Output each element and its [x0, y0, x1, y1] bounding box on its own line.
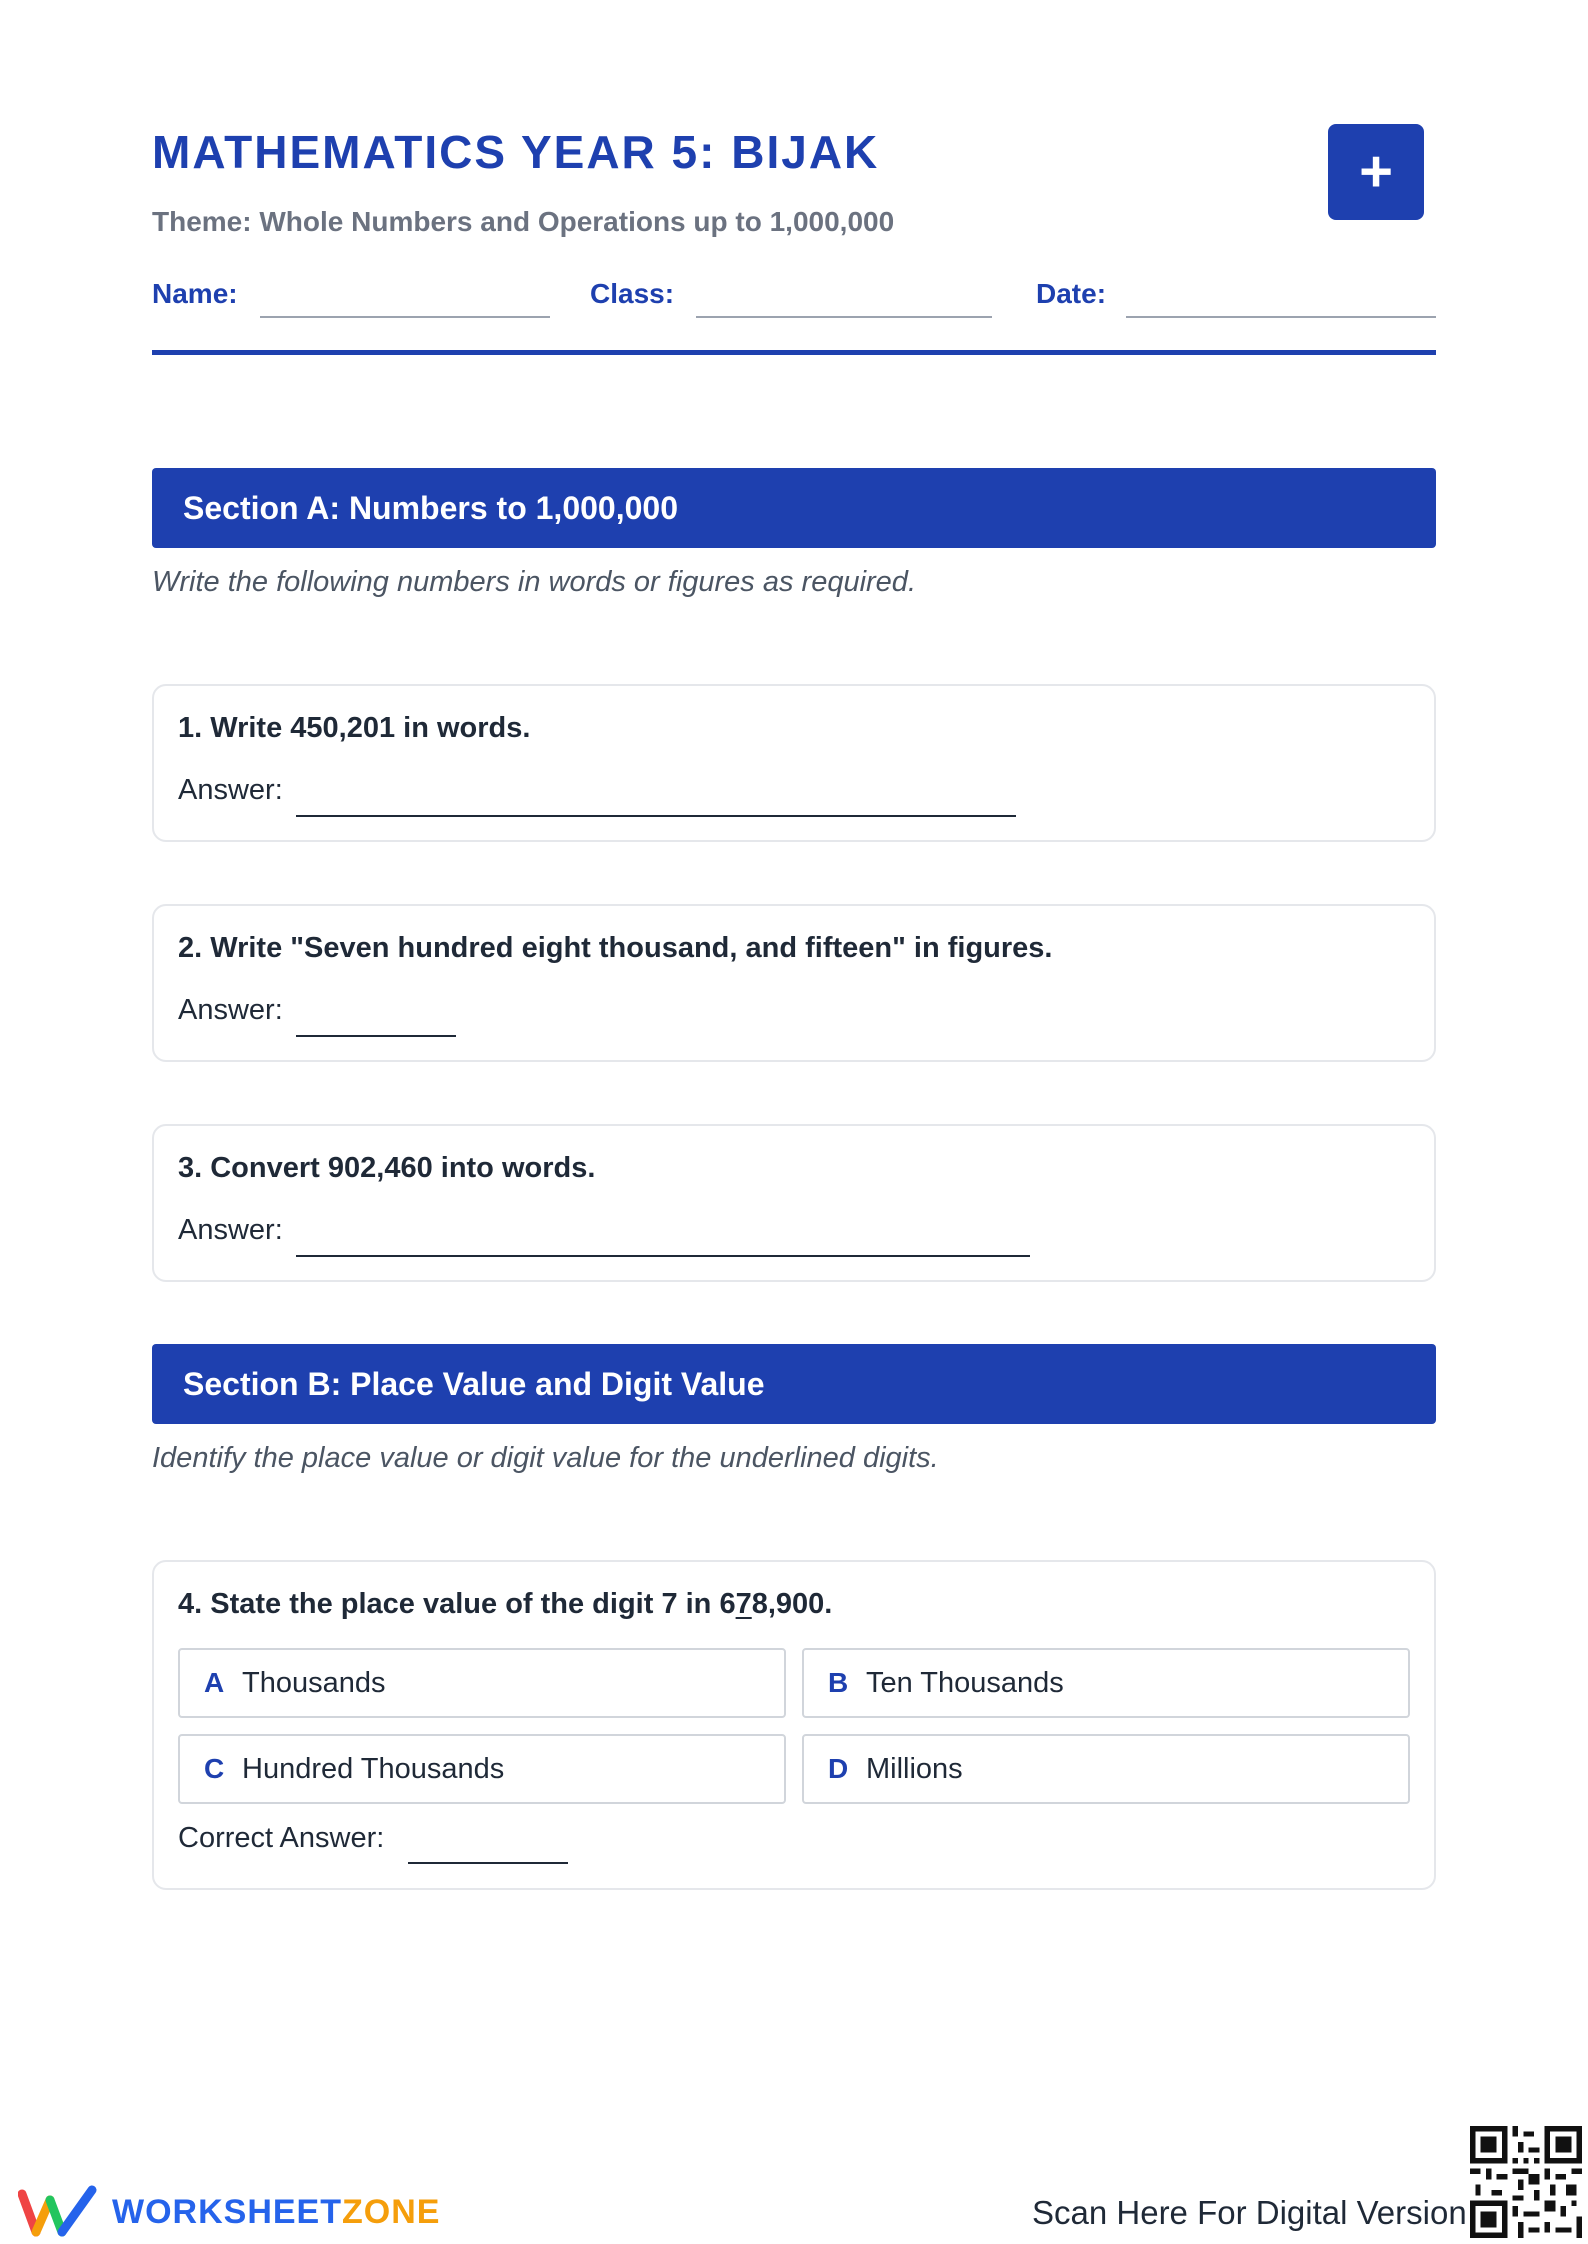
page-subtitle: Theme: Whole Numbers and Operations up to 1,000,000 — [152, 206, 895, 237]
answer-label: Answer: — [178, 994, 283, 1026]
question-text: 1. Write 450,201 in words. — [178, 712, 531, 744]
class-field[interactable] — [696, 316, 992, 318]
question-card-3 — [152, 1124, 1436, 1282]
page-title: MATHEMATICS YEAR 5: BIJAK — [152, 126, 880, 178]
question-text — [178, 1588, 832, 1621]
brand-name — [112, 2193, 440, 2232]
section-b-header: Section B: Place Value and Digit Value — [152, 1344, 1436, 1424]
option-letter: D — [828, 1753, 849, 1784]
question-text: 3. Convert 902,460 into words. — [178, 1152, 596, 1184]
option-b[interactable] — [802, 1648, 1410, 1718]
add-button[interactable] — [1328, 124, 1424, 220]
question-text-after: 8,900. — [751, 1588, 833, 1620]
answer-line[interactable] — [296, 815, 1016, 817]
date-field[interactable] — [1126, 316, 1436, 318]
scan-instruction: Scan Here For Digital Version — [1032, 2194, 1467, 2231]
worksheetzone-logo[interactable] — [18, 2184, 440, 2240]
answer-label: Answer: — [178, 1214, 283, 1246]
option-letter: B — [828, 1667, 849, 1698]
name-field[interactable] — [260, 316, 550, 318]
section-b-instruction: Identify the place value or digit value for the underlined digits. — [152, 1442, 939, 1474]
section-a-header: Section A: Numbers to 1,000,000 — [152, 468, 1436, 548]
correct-answer-label: Correct Answer: — [178, 1822, 385, 1854]
option-d[interactable] — [802, 1734, 1410, 1804]
brand-name-part2: ZONE — [342, 2192, 441, 2231]
worksheet-header — [152, 120, 1436, 238]
date-label: Date: — [1036, 278, 1107, 309]
section-a-instruction: Write the following numbers in words or figures as required. — [152, 566, 916, 598]
option-c[interactable] — [178, 1734, 786, 1804]
question-card-1 — [152, 684, 1436, 842]
answer-line[interactable] — [296, 1035, 456, 1037]
option-text: Hundred Thousands — [242, 1752, 505, 1785]
question-card-2 — [152, 904, 1436, 1062]
option-letter: A — [204, 1667, 225, 1698]
answer-label: Answer: — [178, 774, 283, 806]
option-letter: C — [204, 1753, 225, 1784]
name-label: Name: — [152, 278, 238, 309]
class-label: Class: — [590, 278, 675, 309]
student-info-fields — [152, 272, 1436, 320]
question-card-4 — [152, 1560, 1436, 1890]
question-text-before: 4. State the place value of the digit 7 in 6 — [178, 1588, 736, 1620]
underlined-digit: 7 — [735, 1588, 752, 1620]
question-text: 2. Write "Seven hundred eight thousand, and fifteen" in figures. — [178, 932, 1053, 964]
option-text: Thousands — [242, 1666, 386, 1699]
header-divider — [152, 350, 1436, 355]
option-text: Millions — [866, 1752, 963, 1785]
answer-line[interactable] — [296, 1255, 1030, 1257]
logo-w-icon — [18, 2184, 98, 2240]
option-a[interactable] — [178, 1648, 786, 1718]
qr-code-icon[interactable] — [1470, 2126, 1582, 2238]
option-text: Ten Thousands — [866, 1666, 1064, 1699]
brand-name-part1: WORKSHEET — [112, 2192, 342, 2231]
correct-answer-line[interactable] — [408, 1862, 568, 1864]
plus-icon: + — [1359, 139, 1393, 204]
